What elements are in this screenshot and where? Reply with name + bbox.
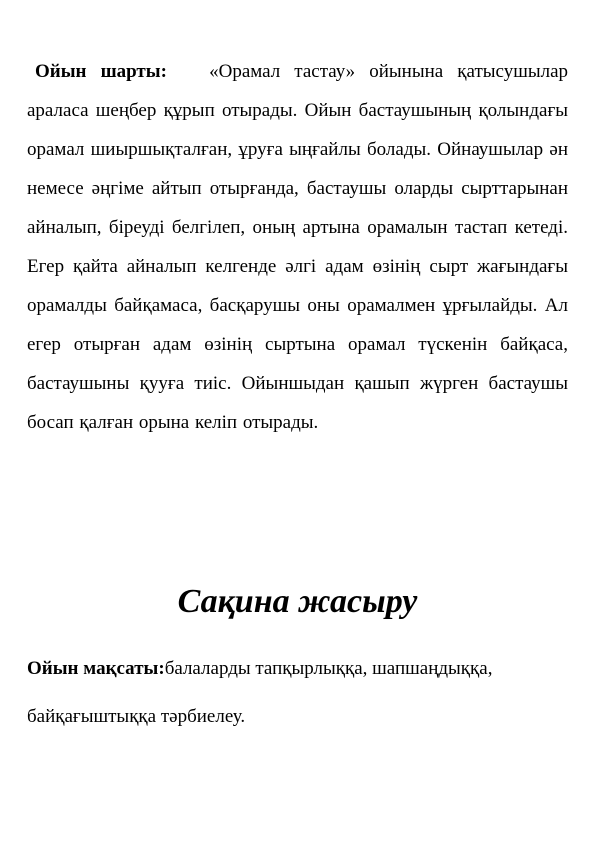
game-title-heading: Сақина жасыру xyxy=(177,583,418,620)
game-rules-label: Ойын шарты: xyxy=(35,61,167,82)
game-goal-text: балаларды тапқырлыққа, шапшаңдыққа, байқағыштыққа тәрбиелеу. xyxy=(27,658,493,727)
game-rules-text: «Орамал тастау» ойынына қатысушылар араласа шеңбер құрып отырады. Ойын бастаушының қолындағы орамал шиыршықталған, ұруға ыңғайлы болады. Ойнаушылар ән немесе әңгіме айтып отырғанда, бастаушы оларды сырттарынан айналып, біреуді белгілеп, оның артына орамалын тастап кетеді. Егер қайта айналып келгенде әлгі адам өзінің сырт жағындағы орамалды байқамаса, басқарушы оны орамалмен ұрғылайды. Ал егер отырған адам өзінің сыртына орамал түскенін байқаса, бастаушыны қууға тиіс. Ойыншыдан қашып жүрген бастаушы босап қалған орына келіп отырады. xyxy=(27,61,569,433)
game-goal-paragraph xyxy=(27,645,507,741)
game-rules-paragraph xyxy=(27,52,568,442)
game-goal-label: Ойын мақсаты: xyxy=(27,658,165,679)
